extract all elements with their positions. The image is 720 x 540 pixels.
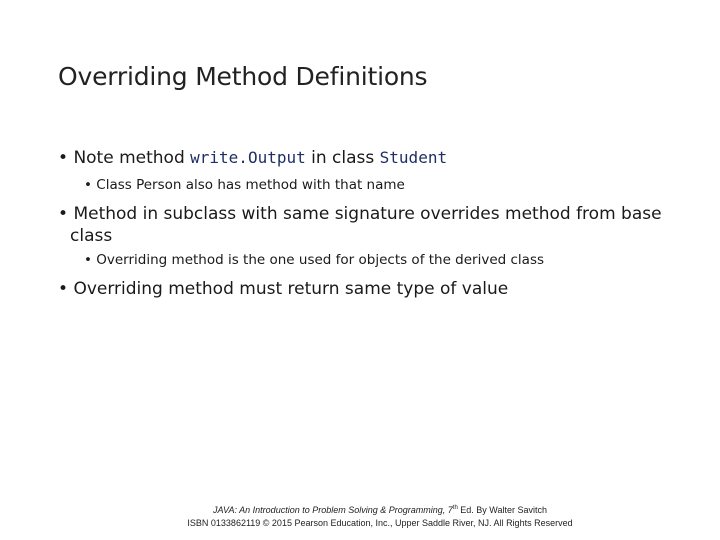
code-student: Student (379, 148, 448, 167)
bullet-write-output (58, 147, 447, 169)
bullet-text-line2: class (70, 226, 113, 246)
bullet-return-type (58, 278, 508, 300)
footer-isbn-line: ISBN 0133862119 © 2015 Pearson Education, Inc., Upper Saddle River, NJ. All Rights Reserved (187, 518, 573, 528)
bullet-text-mid: in class (305, 148, 380, 168)
footer-edition-sup: th (452, 505, 458, 511)
footer-book-line (0, 505, 720, 515)
bullet-signature-override (58, 203, 662, 247)
sub-bullet-text: Overriding method is the one used for objects of the derived class (96, 252, 545, 268)
footer-book-title: JAVA: An Introduction to Problem Solving & Programming, 7 (212, 505, 453, 515)
code-write-output: write.Output (190, 148, 306, 167)
bullet-text: Overriding method must return same type of value (73, 279, 509, 299)
bullet-marker: • (58, 279, 69, 299)
sub-bullet-person (84, 176, 405, 194)
bullet-text-pre: Note method (73, 148, 191, 168)
bullet-marker: • (58, 148, 69, 168)
footer-edition-rest: Ed. By Walter Savitch (457, 505, 547, 515)
slide-title: Overriding Method Definitions (58, 62, 428, 91)
sub-bullet-derived (84, 251, 544, 269)
bullet-marker: • (84, 177, 92, 193)
bullet-marker: • (58, 204, 69, 224)
bullet-text-line1: Method in subclass with same signature overrides method from base (73, 204, 662, 224)
sub-bullet-text: Class Person also has method with that name (96, 177, 405, 193)
bullet-marker: • (84, 252, 92, 268)
